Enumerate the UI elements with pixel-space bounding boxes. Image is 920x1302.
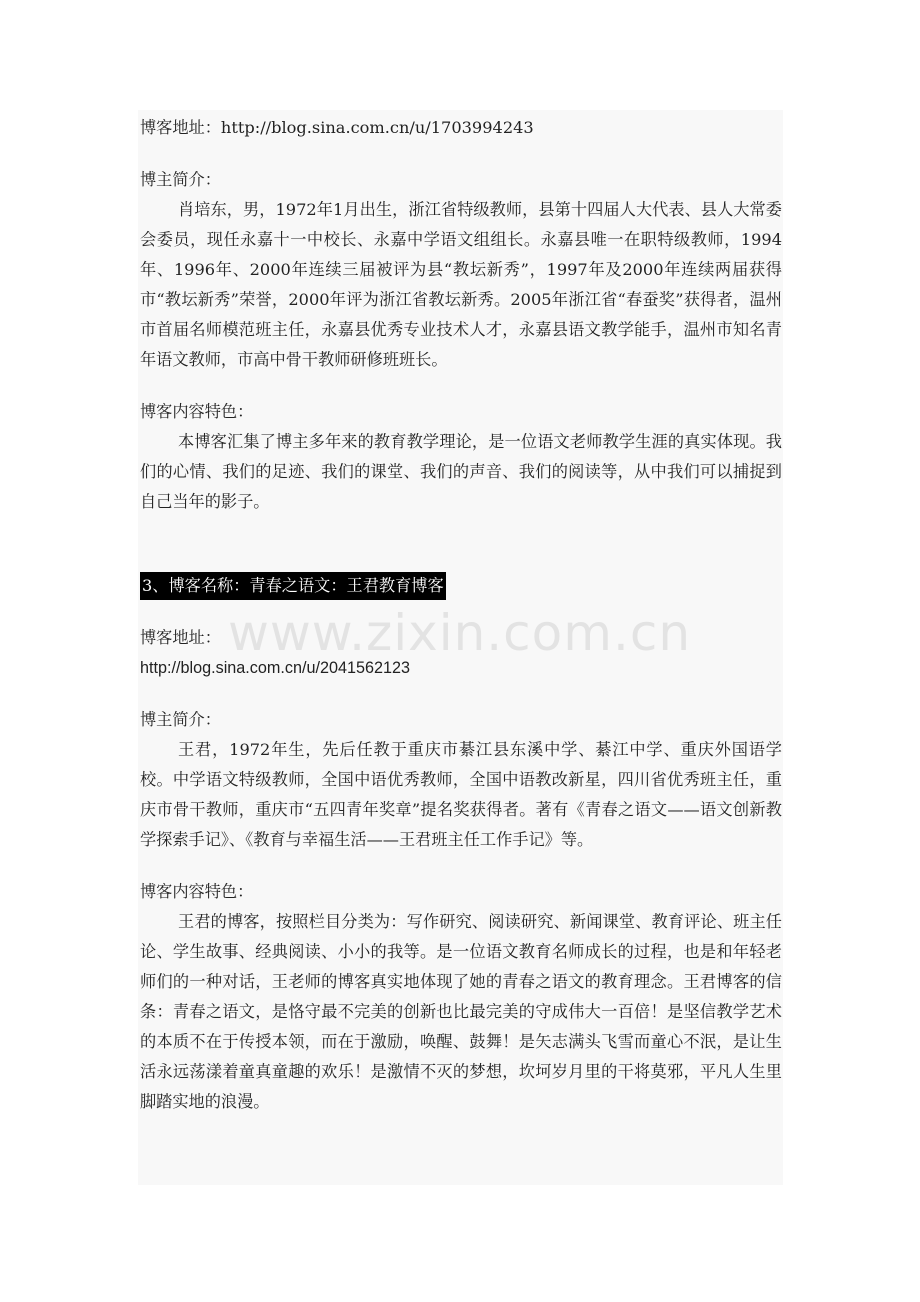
- document-body: [140, 113, 782, 1117]
- blog2-address: 博客地址：http://blog.sina.com.cn/u/1703994243: [140, 118, 534, 137]
- spacer: [140, 601, 782, 623]
- blog2-intro-heading: 博主简介：: [140, 170, 221, 189]
- blog3-intro-body: 王君，1972年生，先后任教于重庆市綦江县东溪中学、綦江中学、重庆外国语学校。中学语文特级教师，全国中语优秀教师，全国中语教改新星，四川省优秀班主任，重庆市骨干教师，重庆市“五四青年奖章”提名奖获得者。著有《青春之语文——语文创新教学探索手记》、《教育与幸福生活——王君班主任工作手记》等。: [140, 740, 782, 849]
- blog2-features-heading: 博客内容特色：: [140, 402, 254, 421]
- blog3-features-heading: 博客内容特色：: [140, 882, 254, 901]
- blog3-address-url[interactable]: http://blog.sina.com.cn/u/2041562123: [140, 659, 410, 677]
- spacer: [140, 143, 782, 165]
- spacer: [140, 855, 782, 877]
- blog2-intro-body: 肖培东，男，1972年1月出生，浙江省特级教师，县第十四届人大代表、县人大常委会委员，现任永嘉十一中校长、永嘉中学语文组组长。永嘉县唯一在职特级教师，1994年、1996年、2000年连续三届被评为县“教坛新秀”，1997年及2000年连续两届获得市“教坛新秀”荣誉，2000年评为浙江省教坛新秀。2005年浙江省“春蚕奖”获得者，温州市首届名师模范班主任，永嘉县优秀专业技术人才，永嘉县语文教学能手，温州市知名青年语文教师，市高中骨干教师研修班班长。: [140, 200, 782, 369]
- spacer: [140, 683, 782, 705]
- blog3-intro-heading: 博主简介：: [140, 710, 221, 729]
- spacer: [140, 517, 782, 571]
- blog3-title-line: [140, 571, 782, 601]
- blog2-features-body: 本博客汇集了博主多年来的教育教学理论，是一位语文老师教学生涯的真实体现。我们的心情、我们的足迹、我们的课堂、我们的声音、我们的阅读等，从中我们可以捕捉到自己当年的影子。: [140, 432, 782, 511]
- spacer: [140, 375, 782, 397]
- blog3-address-label: 博客地址：: [140, 628, 221, 647]
- watermark: www.zixin.com.cn: [228, 604, 692, 662]
- blog3-features-body: 王君的博客，按照栏目分类为：写作研究、阅读研究、新闻课堂、教育评论、班主任论、学生故事、经典阅读、小小的我等。是一位语文教育名师成长的过程，也是和年轻老师们的一种对话，王老师的博客真实地体现了她的青春之语文的教育理念。王君博客的信条：青春之语文，是恪守最不完美的创新也比最完美的守成伟大一百倍！是坚信教学艺术的本质不在于传授本领，而在于激励，唤醒、鼓舞！是矢志满头飞雪而童心不泯，是让生活永远荡漾着童真童趣的欢乐！是激情不灭的梦想，坎坷岁月里的干将莫邪，平凡人生里脚踏实地的浪漫。: [140, 912, 782, 1111]
- blog3-title: 3、博客名称：青春之语文：王君教育博客: [140, 572, 446, 600]
